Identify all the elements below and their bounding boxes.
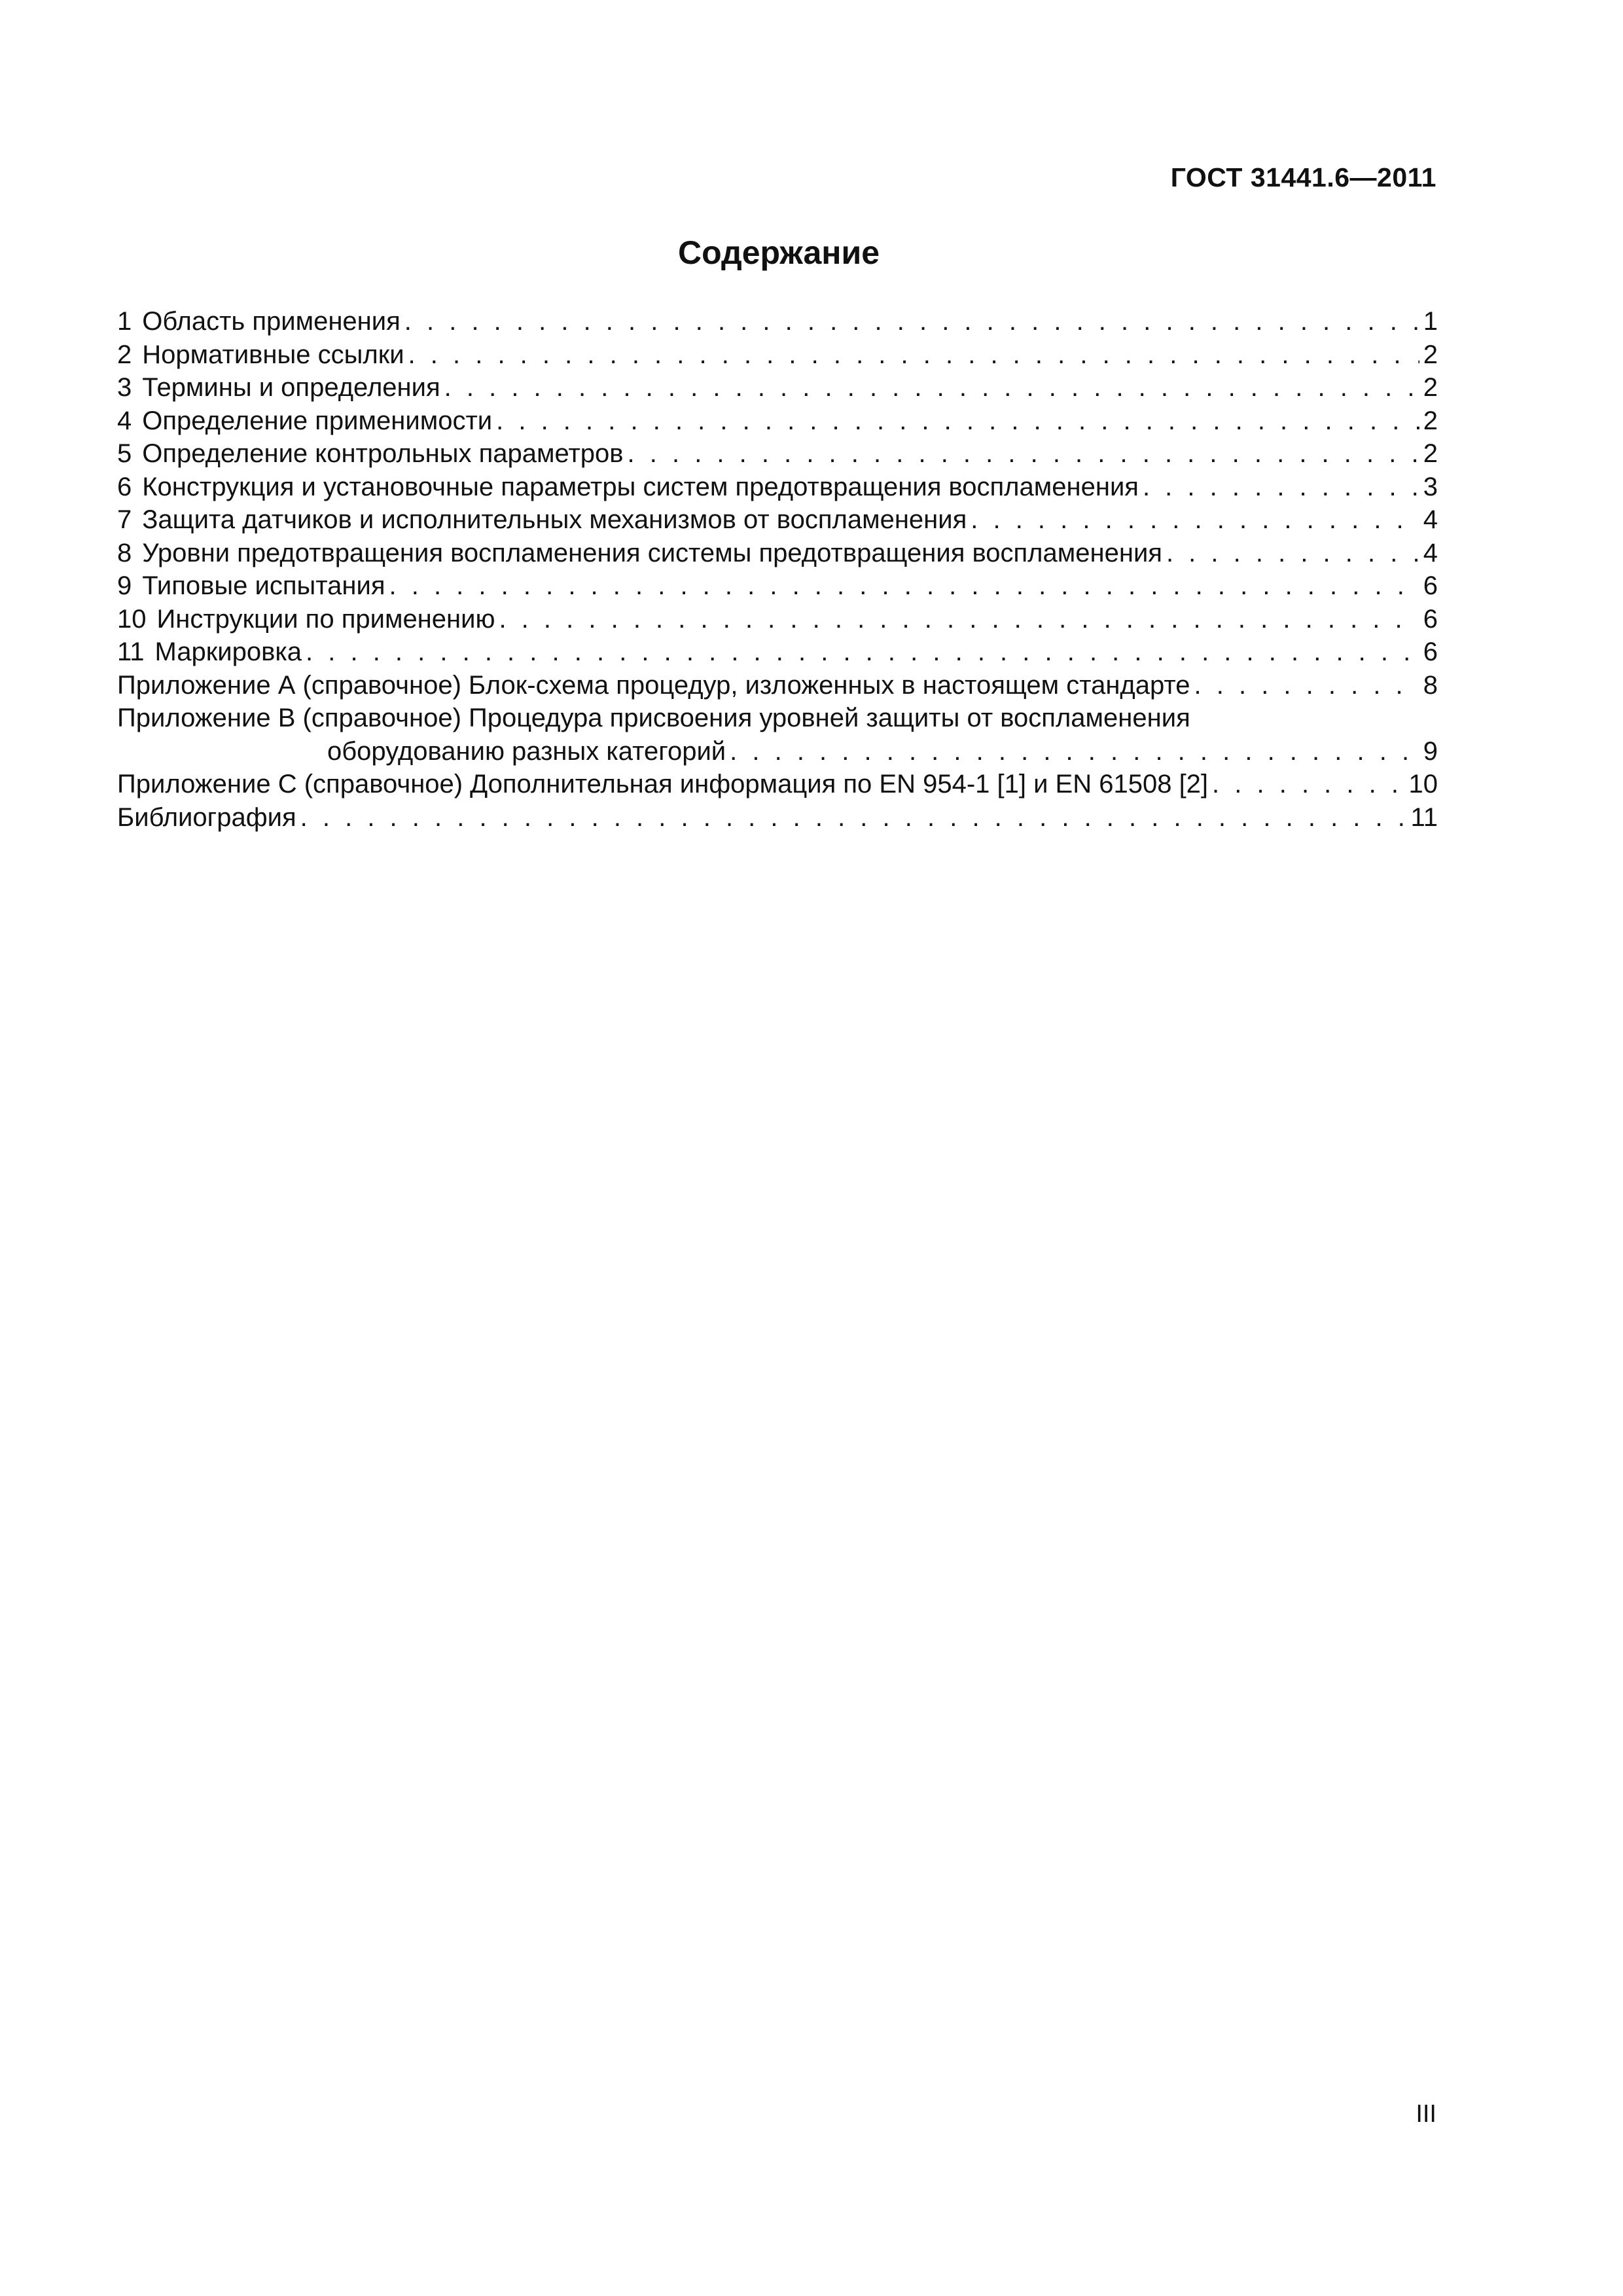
toc-entry-title: Термины и определения xyxy=(142,373,440,402)
toc-entry-number: 7 xyxy=(117,505,132,534)
appendix-page: 8 xyxy=(1423,670,1438,700)
toc-entry-page: 2 xyxy=(1423,439,1438,468)
toc-entry-page: 2 xyxy=(1423,340,1438,369)
appendix-first-line xyxy=(117,702,1438,735)
appendix-page: 9 xyxy=(1423,736,1438,766)
toc-title: Содержание xyxy=(677,234,880,271)
toc-entry-title: Конструкция и установочные параметры систем предотвращения воспламенения xyxy=(142,472,1139,501)
toc-entry-number: 9 xyxy=(117,571,132,600)
toc-entry-title: Маркировка xyxy=(154,637,302,666)
toc-entry-page: 1 xyxy=(1423,307,1438,336)
toc-entry[interactable] xyxy=(117,437,1438,471)
toc-bibliography[interactable] xyxy=(117,801,1438,834)
toc-entry-number: 2 xyxy=(117,340,132,369)
appendix-title: Блок-схема процедур, изложенных в настоящем стандарте xyxy=(468,670,1190,700)
toc-entry-page: 2 xyxy=(1423,373,1438,402)
dot-leader xyxy=(408,338,1419,372)
dot-leader xyxy=(300,801,1407,834)
toc-entry-page: 3 xyxy=(1423,472,1438,501)
toc-entry[interactable] xyxy=(117,305,1438,338)
toc-entry-title: Уровни предотвращения воспламенения системы предотвращения воспламенения xyxy=(142,538,1162,567)
toc-entry-page: 4 xyxy=(1423,538,1438,567)
dot-leader xyxy=(444,371,1419,404)
toc-entry-number: 8 xyxy=(117,538,132,567)
dot-leader xyxy=(1166,537,1419,570)
toc-entry-page: 4 xyxy=(1423,505,1438,534)
toc-appendix-c[interactable] xyxy=(117,768,1438,801)
toc-entry-page: 6 xyxy=(1423,571,1438,600)
dot-leader xyxy=(730,735,1419,768)
toc-entry[interactable] xyxy=(117,338,1438,372)
toc-entry[interactable] xyxy=(117,569,1438,603)
toc-entry-number: 1 xyxy=(117,307,132,336)
toc-appendix-a[interactable] xyxy=(117,669,1438,702)
toc-entry-number: 5 xyxy=(117,439,132,468)
toc-entry[interactable] xyxy=(117,636,1438,669)
dot-leader xyxy=(404,305,1419,338)
toc-entry-number: 4 xyxy=(117,406,132,435)
toc-appendix-b[interactable] xyxy=(117,702,1438,768)
appendix-label: Приложение С (справочное) xyxy=(117,770,463,798)
dot-leader xyxy=(1212,768,1404,801)
toc-entry[interactable] xyxy=(117,471,1438,504)
dot-leader xyxy=(306,636,1419,669)
table-of-contents xyxy=(117,305,1438,834)
toc-entry-number: 10 xyxy=(117,604,147,634)
appendix-title-line2: оборудованию разных категорий xyxy=(327,736,726,766)
toc-entry[interactable] xyxy=(117,603,1438,636)
appendix-label: Приложение А (справочное) xyxy=(117,670,461,700)
appendix-label: Приложение В (справочное) xyxy=(117,704,461,732)
toc-entry-title: Определение применимости xyxy=(142,406,493,435)
dot-leader xyxy=(628,437,1419,471)
toc-entry-number: 3 xyxy=(117,373,132,402)
toc-entry[interactable] xyxy=(117,503,1438,537)
dot-leader xyxy=(1194,669,1419,702)
appendix-continuation-line xyxy=(117,735,1438,768)
bibliography-title: Библиография xyxy=(117,802,296,832)
toc-entry-title: Область применения xyxy=(142,307,401,336)
toc-entry-title: Типовые испытания xyxy=(142,571,385,600)
toc-entry-title: Инструкции по применению xyxy=(156,604,495,634)
toc-entry[interactable] xyxy=(117,371,1438,404)
bibliography-page: 11 xyxy=(1410,802,1438,832)
dot-leader xyxy=(971,503,1419,537)
toc-entry-page: 6 xyxy=(1423,637,1438,666)
dot-leader xyxy=(389,569,1419,603)
toc-entry[interactable] xyxy=(117,404,1438,438)
dot-leader xyxy=(499,603,1419,636)
dot-leader xyxy=(496,404,1419,438)
toc-entry-number: 6 xyxy=(117,472,132,501)
toc-entry-title: Определение контрольных параметров xyxy=(142,439,624,468)
toc-entry-page: 2 xyxy=(1423,406,1438,435)
appendix-title: Дополнительная информация по EN 954-1 [1] и EN 61508 [2] xyxy=(470,770,1209,798)
appendix-page: 10 xyxy=(1408,770,1438,798)
toc-entry[interactable] xyxy=(117,537,1438,570)
toc-entry-title: Защита датчиков и исполнительных механизмов от воспламенения xyxy=(142,505,967,534)
page-number: III xyxy=(1416,2100,1436,2128)
toc-entry-number: 11 xyxy=(117,637,145,666)
appendix-title-line1: Процедура присвоения уровней защиты от воспламенения xyxy=(469,704,1190,732)
toc-entry-page: 6 xyxy=(1423,604,1438,634)
document-standard-code: ГОСТ 31441.6—2011 xyxy=(1170,162,1436,192)
toc-entry-title: Нормативные ссылки xyxy=(142,340,404,369)
dot-leader xyxy=(1143,471,1419,504)
